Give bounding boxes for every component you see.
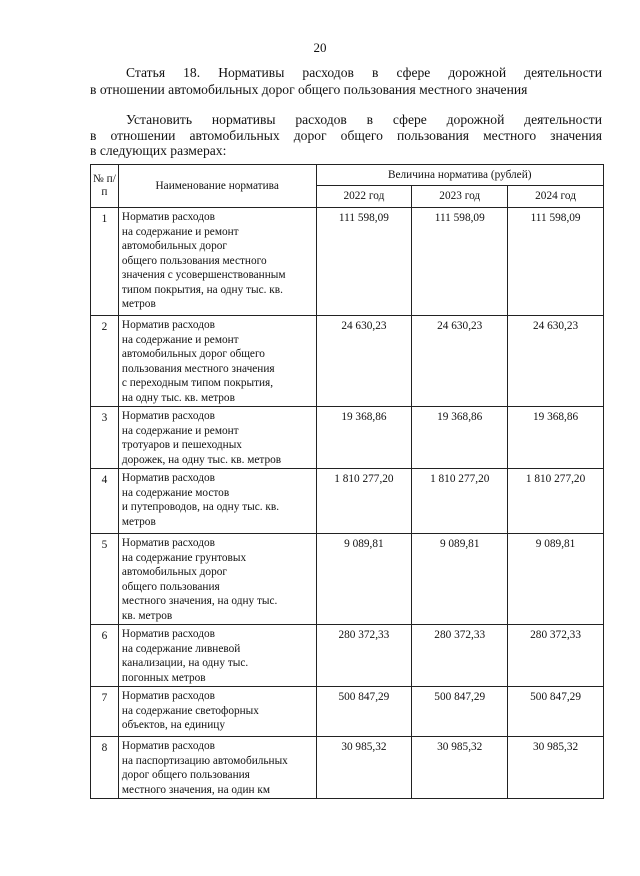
- norm-name-line: на содержание грунтовых: [121, 551, 247, 564]
- norm-value-2023: 1 810 277,20: [412, 469, 508, 534]
- norm-name-line: Норматив расходов: [121, 740, 215, 752]
- row-number: 5: [91, 534, 119, 625]
- table-row: [91, 316, 604, 407]
- norm-name: [118, 407, 316, 469]
- norm-value-2024: 500 847,29: [508, 687, 604, 737]
- intro-line-1: Установить нормативы расходов в сфере дорожной деятельности: [126, 112, 602, 127]
- row-number: 3: [91, 407, 119, 469]
- norm-name-line: Норматив расходов: [121, 690, 215, 702]
- table-row: [91, 208, 604, 316]
- norm-name: [118, 208, 316, 316]
- norm-name-line: на паспортизацию автомобильных: [121, 754, 288, 767]
- norm-name-line: на содержание и ремонт: [121, 225, 239, 238]
- norm-value-2023: 9 089,81: [412, 534, 508, 625]
- norm-name-line: на содержание и ремонт: [121, 424, 239, 437]
- norm-value-2022: 24 630,23: [316, 316, 412, 407]
- row-number: 8: [91, 737, 119, 799]
- table-row: [91, 737, 604, 799]
- norm-name-line: на содержание светофорных: [121, 704, 259, 717]
- norm-name: [118, 625, 316, 687]
- norm-name-line: объектов, на единицу: [121, 719, 225, 731]
- article-heading-line-1: Статья 18. Нормативы расходов в сфере дорожной деятельности: [126, 65, 602, 80]
- norm-name: [118, 687, 316, 737]
- norm-name-line: метров: [121, 515, 156, 528]
- norm-value-2024: 19 368,86: [508, 407, 604, 469]
- header-year-2023: 2023 год: [412, 186, 508, 208]
- norm-value-2022: 500 847,29: [316, 687, 412, 737]
- header-value-group: Величина норматива (рублей): [316, 165, 604, 186]
- norm-value-2023: 500 847,29: [412, 687, 508, 737]
- header-num: № п/п: [91, 165, 119, 208]
- norm-name-line: типом покрытия, на одну тыс. кв.: [121, 283, 283, 296]
- norm-name: [118, 737, 316, 799]
- norm-name-line: дорожек, на одну тыс. кв. метров: [121, 453, 282, 466]
- norm-name-line: на содержание ливневой: [121, 642, 241, 655]
- norm-name-line: значения с усовершенствованным: [121, 269, 286, 281]
- norm-name-line: местного значения, на один км: [121, 783, 271, 796]
- table-row: [91, 534, 604, 625]
- norm-name-line: погонных метров: [121, 671, 206, 684]
- norm-name-line: на содержание мостов: [121, 486, 230, 499]
- norms-table: [90, 164, 604, 799]
- norm-value-2022: 1 810 277,20: [316, 469, 412, 534]
- norm-name-line: с переходным типом покрытия,: [121, 377, 274, 389]
- norm-value-2024: 30 985,32: [508, 737, 604, 799]
- norm-value-2024: 1 810 277,20: [508, 469, 604, 534]
- norm-value-2022: 9 089,81: [316, 534, 412, 625]
- norm-value-2023: 280 372,33: [412, 625, 508, 687]
- row-number: 1: [91, 208, 119, 316]
- norm-name-line: автомобильных дорог общего: [121, 348, 265, 360]
- norm-name-line: на содержание и ремонт: [121, 333, 239, 346]
- norm-name-line: кв. метров: [121, 609, 173, 622]
- norm-value-2022: 280 372,33: [316, 625, 412, 687]
- norm-value-2024: 111 598,09: [508, 208, 604, 316]
- norm-value-2022: 30 985,32: [316, 737, 412, 799]
- norm-name-line: тротуаров и пешеходных: [121, 439, 242, 451]
- norm-name-line: Норматив расходов: [121, 628, 215, 640]
- norm-value-2024: 24 630,23: [508, 316, 604, 407]
- norm-value-2024: 9 089,81: [508, 534, 604, 625]
- norm-name-line: метров: [121, 298, 156, 310]
- norm-name-line: канализации, на одну тыс.: [121, 657, 249, 669]
- row-number: 7: [91, 687, 119, 737]
- intro-paragraph: [90, 112, 602, 159]
- table-row: [91, 469, 604, 534]
- norm-name-line: Норматив расходов: [121, 537, 215, 549]
- norm-value-2022: 19 368,86: [316, 407, 412, 469]
- norm-name: [118, 316, 316, 407]
- header-year-2024: 2024 год: [508, 186, 604, 208]
- article-heading: [90, 64, 602, 98]
- norm-name-line: на одну тыс. кв. метров: [121, 391, 235, 404]
- norm-name-line: Норматив расходов: [121, 211, 215, 223]
- header-year-2022: 2022 год: [316, 186, 412, 208]
- norm-name-line: и путепроводов, на одну тыс. кв.: [121, 501, 280, 513]
- table-row: [91, 407, 604, 469]
- norm-value-2023: 24 630,23: [412, 316, 508, 407]
- intro-line-2: в отношении автомобильных дорог общего пользования местного значения: [90, 127, 602, 143]
- row-number: 6: [91, 625, 119, 687]
- row-number: 4: [91, 469, 119, 534]
- norm-value-2024: 280 372,33: [508, 625, 604, 687]
- norm-name-line: Норматив расходов: [121, 319, 215, 331]
- norm-name-line: автомобильных дорог: [121, 566, 228, 578]
- header-name: Наименование норматива: [118, 165, 316, 208]
- norm-name-line: автомобильных дорог: [121, 240, 228, 252]
- norm-name: [118, 534, 316, 625]
- article-heading-line-2: в отношении автомобильных дорог общего пользования местного значения: [90, 82, 528, 97]
- norm-value-2022: 111 598,09: [316, 208, 412, 316]
- norm-name-line: дорог общего пользования: [121, 769, 250, 781]
- norm-value-2023: 30 985,32: [412, 737, 508, 799]
- norm-name-line: местного значения, на одну тыс.: [121, 595, 278, 607]
- norm-value-2023: 19 368,86: [412, 407, 508, 469]
- norm-name: [118, 469, 316, 534]
- page-number: 20: [313, 40, 327, 55]
- norm-name-line: Норматив расходов: [121, 410, 215, 422]
- norm-value-2023: 111 598,09: [412, 208, 508, 316]
- intro-line-3: в следующих размерах:: [90, 143, 227, 158]
- table-row: [91, 687, 604, 737]
- table-row: [91, 625, 604, 687]
- norm-name-line: общего пользования: [121, 580, 220, 593]
- row-number: 2: [91, 316, 119, 407]
- norm-name-line: пользования местного значения: [121, 362, 275, 375]
- norm-name-line: Норматив расходов: [121, 472, 215, 484]
- norm-name-line: общего пользования местного: [121, 254, 267, 267]
